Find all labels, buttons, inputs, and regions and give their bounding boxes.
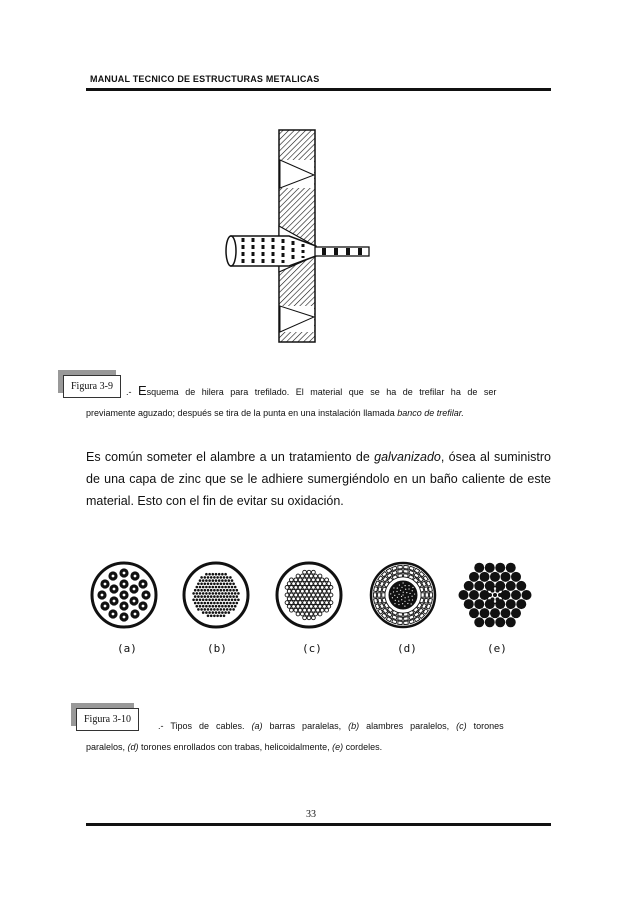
rope-strand — [480, 608, 490, 618]
rope-strand — [501, 590, 511, 600]
rope-strand — [516, 581, 526, 591]
rope-strand — [501, 572, 511, 582]
cable-label-d: (d) — [397, 642, 417, 655]
rope-strand — [459, 590, 469, 600]
rope-strand — [474, 563, 484, 573]
rope-strand — [516, 599, 526, 609]
rope-strand — [480, 572, 490, 582]
rope-strand — [485, 599, 495, 609]
figure-3-9-caption-line2: previamente aguzado; después se tira de la punta en una instalación llamada banco de trefilar. — [86, 408, 464, 418]
rope-strand — [501, 608, 511, 618]
body-paragraph: Es común someter el alambre a un tratamiento de galvanizado, ósea al suministro de una capa de zinc que se le adhiere sumergiéndolo en un baño caliente de este material. Esto con el fin de evitar su oxidación. — [86, 450, 552, 508]
rope-strand — [495, 563, 505, 573]
figure-3-9-label: Figura 3-9 — [63, 375, 121, 398]
rope-strand — [485, 617, 495, 627]
rope-strand — [474, 581, 484, 591]
rope-strand — [506, 581, 516, 591]
figure-3-9-caption-line1: .- Esquema de hilera para trefilado. El material que se ha de trefilar ha de ser — [126, 383, 497, 398]
footer-rule — [86, 823, 551, 826]
rope-strand — [485, 581, 495, 591]
rope-strand — [506, 563, 516, 573]
rope-strand — [464, 599, 474, 609]
rope-strand — [511, 572, 521, 582]
cable-label-e: (e) — [487, 642, 507, 655]
cable-label-a: (a) — [117, 642, 137, 655]
cable-b-outline — [184, 563, 248, 627]
rope-strand — [511, 608, 521, 618]
rope-strand — [490, 608, 500, 618]
rope-strand — [480, 590, 490, 600]
cable-label-c: (c) — [302, 642, 322, 655]
rope-strand — [474, 599, 484, 609]
figure-3-10-caption-line2: paralelos, (d) torones enrollados con trabas, helicoidalmente, (e) cordeles. — [86, 742, 383, 752]
running-header: MANUAL TECNICO DE ESTRUCTURAS METALICAS — [90, 74, 320, 84]
rope-strand — [469, 608, 479, 618]
rope-strand — [495, 599, 505, 609]
rope-strand — [495, 617, 505, 627]
figure-3-10-label: Figura 3-10 — [76, 708, 139, 731]
rope-strand — [469, 572, 479, 582]
rope-strand — [474, 617, 484, 627]
rope-strand — [506, 617, 516, 627]
rope-strand — [464, 581, 474, 591]
page-number: 33 — [306, 809, 316, 820]
rope-strand — [485, 563, 495, 573]
rope-strand — [511, 590, 521, 600]
rope-strand — [522, 590, 532, 600]
rope-strand — [506, 599, 516, 609]
cable-label-b: (b) — [207, 642, 227, 655]
figure-3-10-caption-line1: .- Tipos de cables. (a) barras paralelas, (b) alambres paralelos, (c) torones — [158, 721, 504, 731]
rope-strand — [495, 581, 505, 591]
rope-strand — [490, 572, 500, 582]
rope-strand — [469, 590, 479, 600]
